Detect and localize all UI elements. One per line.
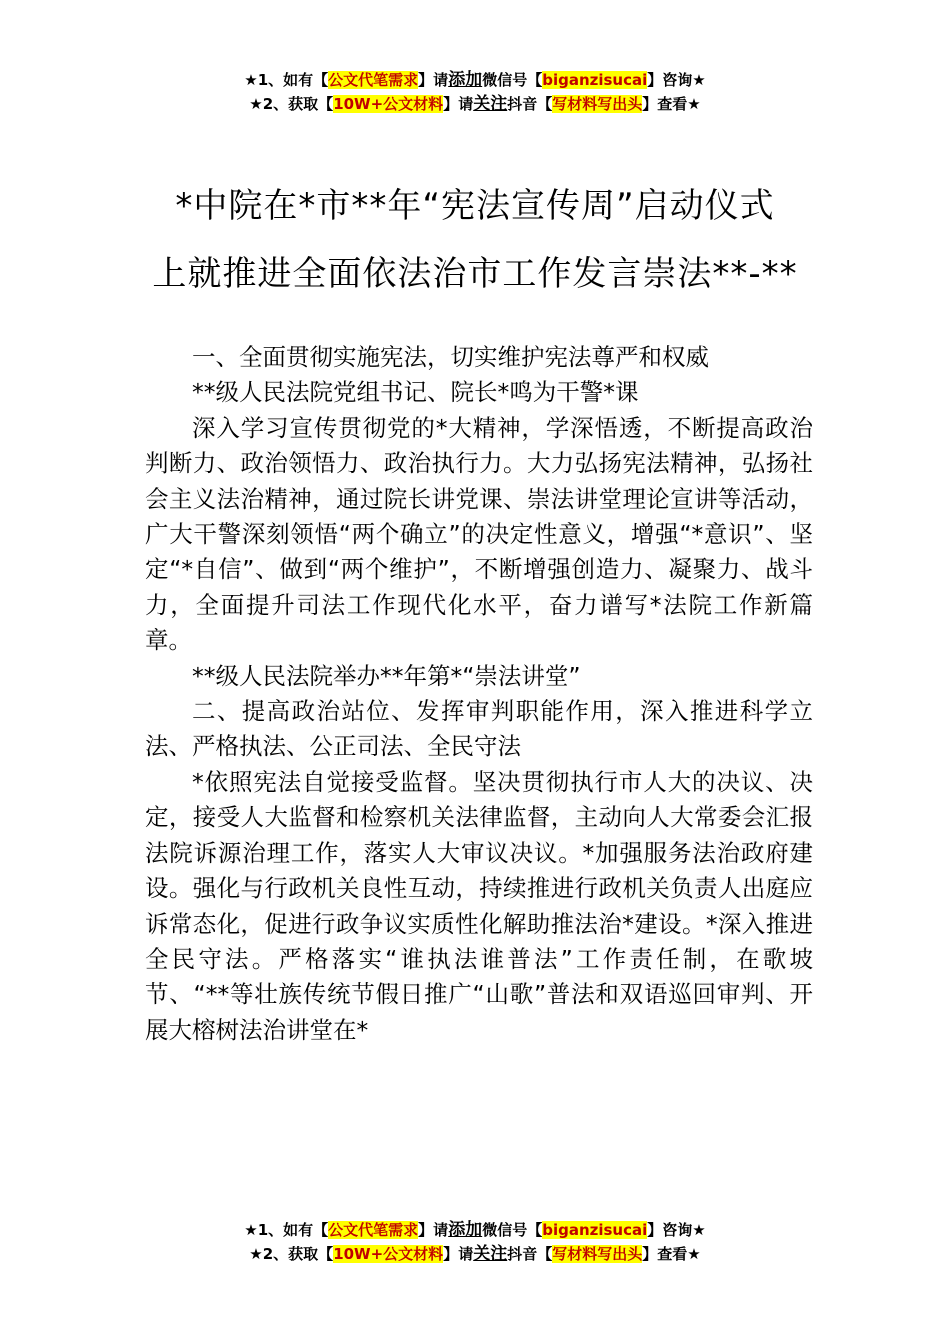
highlight-text: 10W+公文材料 bbox=[333, 95, 444, 113]
body-paragraph: *依照宪法自觉接受监督。坚决贯彻执行市人大的决议、决定，接受人大监督和检察机关法律监督，主动向人大常委会汇报法院诉源治理工作，落实人大审议决议。*加强服务法治政府建设。强化与行政机关良性互动，持续推进行政机关负责人出庭应诉常态化，促进行政争议实质性化解助推法治*建设。*深入推进全民守法。严格落实“谁执法谁普法”工作责任制，在歌坡节、“**等壮族传统节假日推广“山歌”普法和双语巡回审判、开展大榕树法治讲堂在* bbox=[145, 767, 813, 1044]
highlight-text: 公文代笔需求 bbox=[328, 1221, 419, 1239]
highlight-text: 公文代笔需求 bbox=[328, 71, 419, 89]
wechat-id: biganzisucai bbox=[542, 1221, 648, 1239]
banner-text: 】请 bbox=[418, 1221, 449, 1239]
douyin-account: 写材料写出头 bbox=[552, 1245, 643, 1263]
banner-line-2 bbox=[0, 1242, 950, 1266]
document-title bbox=[0, 172, 950, 308]
banner-text: ★2、获取【 bbox=[249, 1245, 334, 1263]
document-body bbox=[145, 340, 813, 1048]
douyin-account: 写材料写出头 bbox=[552, 95, 643, 113]
title-line-1: *中院在*市**年“宪法宣传周”启动仪式 bbox=[175, 186, 775, 226]
banner-text: 】请 bbox=[443, 95, 474, 113]
underlined-text: 关注 bbox=[473, 1244, 508, 1264]
title-line-2: 上就推进全面依法治市工作发言崇法**-** bbox=[152, 254, 798, 294]
banner-text: 】请 bbox=[418, 71, 449, 89]
underlined-text: 添加 bbox=[448, 1220, 483, 1240]
banner-text: 抖音【 bbox=[507, 1245, 553, 1263]
banner-line-1 bbox=[0, 1218, 950, 1242]
banner-line-1 bbox=[0, 68, 950, 92]
wechat-id: biganzisucai bbox=[542, 71, 648, 89]
body-paragraph: 深入学习宣传贯彻党的*大精神，学深悟透，不断提高政治判断力、政治领悟力、政治执行力。大力弘扬宪法精神，弘扬社会主义法治精神，通过院长讲党课、崇法讲堂理论宣讲等活动，广大干警深刻领悟“两个确立”的决定性意义，增强“*意识”、坚定“*自信”、做到“两个维护”，不断增强创造力、凝聚力、战斗力，全面提升司法工作现代化水平，奋力谱写*法院工作新篇章。 bbox=[145, 413, 813, 655]
banner-text: ★2、获取【 bbox=[249, 95, 334, 113]
section-heading-2: 二、提高政治站位、发挥审判职能作用，深入推进科学立法、严格执法、公正司法、全民守法 bbox=[145, 697, 813, 761]
banner-text: 】咨询★ bbox=[647, 71, 706, 89]
underlined-text: 关注 bbox=[473, 94, 508, 114]
underlined-text: 添加 bbox=[448, 70, 483, 90]
banner-text: 】查看★ bbox=[642, 95, 701, 113]
highlight-text: 10W+公文材料 bbox=[333, 1245, 444, 1263]
banner-text: 】请 bbox=[443, 1245, 474, 1263]
banner-text: 微信号【 bbox=[482, 71, 543, 89]
header-banner bbox=[0, 68, 950, 116]
banner-text: 】查看★ bbox=[642, 1245, 701, 1263]
banner-text: 抖音【 bbox=[507, 95, 553, 113]
banner-text: ★1、如有【 bbox=[244, 71, 329, 89]
subheading: **级人民法院举办**年第*“崇法讲堂” bbox=[192, 661, 581, 690]
subheading: **级人民法院党组书记、院长*鸣为干警*课 bbox=[192, 378, 639, 407]
section-heading-1: 一、全面贯彻实施宪法，切实维护宪法尊严和权威 bbox=[192, 343, 709, 371]
banner-text: 】咨询★ bbox=[647, 1221, 706, 1239]
banner-text: ★1、如有【 bbox=[244, 1221, 329, 1239]
footer-banner bbox=[0, 1218, 950, 1266]
banner-line-2 bbox=[0, 92, 950, 116]
banner-text: 微信号【 bbox=[482, 1221, 543, 1239]
